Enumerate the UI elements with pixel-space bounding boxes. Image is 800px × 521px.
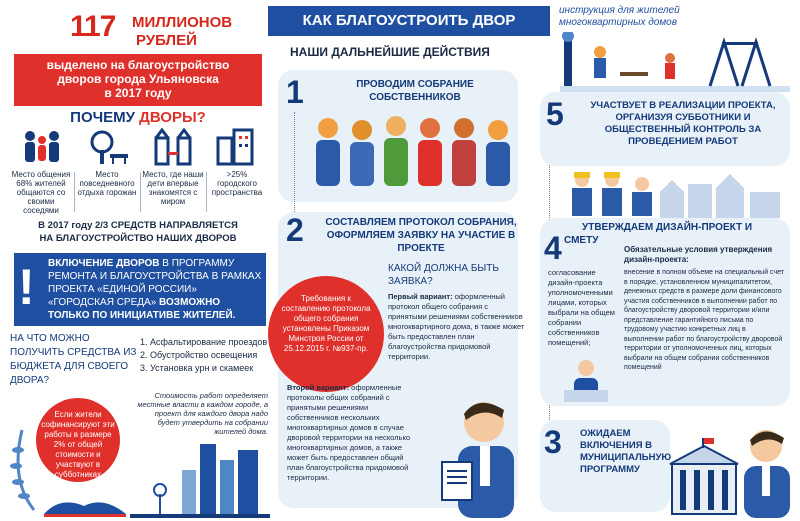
page-title: КАК БЛАГОУСТРОИТЬ ДВОР xyxy=(268,6,550,36)
fact-item: Место общения 68% жителей общаются со своими соседями xyxy=(11,170,71,215)
divider xyxy=(74,172,75,212)
actions-heading: НАШИ ДАЛЬНЕЙШИЕ ДЕЙСТВИЯ xyxy=(290,45,490,59)
share-line: НА БЛАГОУСТРОЙСТВО НАШИХ ДВОРОВ xyxy=(39,233,237,244)
step-4-conditions: Обязательные условия утверждения дизайн-проекта: xyxy=(624,245,773,264)
laurel-icon xyxy=(4,420,44,518)
step-1-title: ПРОВОДИМ СОБРАНИЕ СОБСТВЕННИКОВ xyxy=(356,79,474,103)
why-accent: ДВОРЫ? xyxy=(139,109,206,126)
share-line: В 2017 году 2/3 СРЕДСТВ НАПРАВЛЯЕТСЯ xyxy=(38,220,238,231)
buildings-icon xyxy=(214,128,258,170)
variant-2-text: оформленные протоколы общих собраний с принятыми решениями собственников нескольких многоквартирных домов в случае дворовой территории на несколько многоквартирных домов, а также может быть предоставлен общий план благоустройства придомовой территории. xyxy=(287,383,410,482)
program-banner xyxy=(14,253,266,326)
step-4-condition-b: внесение в полном объеме на специальный счет в порядке, установленном муниципалитетом, денежных средств в размере доли финансового участия собственников в выполнении работ по благоустройству дворовой территории и/или представление гарантийного письма по трудовому участию конкретных лиц в выполнении работ по благоустройству дворовой территории от уполномоченных лиц, которых выбрали на общем собрании собственников помещений xyxy=(624,269,784,371)
program-bold: ВОЗМОЖНО ТОЛЬКО ПО ИНИЦИАТИВЕ ЖИТЕЛЕЙ. xyxy=(48,297,236,321)
amount-unit-2: РУБЛЕЙ xyxy=(136,32,197,49)
allocated-line: выделено на благоустройство xyxy=(46,58,230,72)
connector xyxy=(294,112,295,212)
requirements-circle: Требования к составлению протокола общего собрания установлены Приказом Минстроя России от 25.12.2015 г. №937-пр. xyxy=(268,276,384,392)
man-with-paper-icon xyxy=(428,390,528,518)
works-item: 1. Асфальтирование проездов xyxy=(140,337,268,347)
allocated-line: дворов города Ульяновска xyxy=(57,72,219,86)
why-facts xyxy=(6,170,268,218)
why-yards-heading xyxy=(14,109,262,126)
step-3-title: ОЖИДАЕМ ВКЛЮЧЕНИЯ В МУНИЦИПАЛЬНУЮ ПРОГРАММУ xyxy=(580,428,672,475)
amount-number: 117 xyxy=(70,10,116,43)
yard-playground-icon xyxy=(560,32,790,94)
fact-item: >25% городского пространства xyxy=(211,170,263,197)
why-prefix: ПОЧЕМУ xyxy=(70,109,140,126)
budget-share xyxy=(14,219,262,245)
application-question: КАКОЙ ДОЛЖНА БЫТЬ ЗАЯВКА? xyxy=(388,263,499,287)
amount-unit-1: МИЛЛИОНОВ xyxy=(132,14,233,31)
divider xyxy=(140,172,141,212)
works-list xyxy=(140,336,270,375)
divider xyxy=(206,172,207,212)
variant-1-text: оформленный протокол общего собрания с принятыми решениями собственников многоквартирного дома, в также может быть предоставлен план благоустройства придомовой территории. xyxy=(388,292,525,361)
exclamation-icon: ! xyxy=(18,259,35,315)
step-2-title: СОСТАВЛЯЕМ ПРОТОКОЛ СОБРАНИЯ, ОФОРМЛЯЕМ ЗАЯВКУ НА УЧАСТИЕ В ПРОЕКТЕ xyxy=(325,217,517,254)
people-icon xyxy=(20,128,64,170)
step-4-condition-a: согласование дизайн-проекта уполномоченными лицами, которых выбрали на общем собрании собственников помещений; xyxy=(548,268,615,347)
funding-question: НА ЧТО МОЖНО ПОЛУЧИТЬ СРЕДСТВА ИЗ БЮДЖЕТА ДЛЯ СВОЕГО ДВОРА? xyxy=(10,333,137,386)
step-1-number: 1 xyxy=(286,74,304,110)
allocated-banner xyxy=(14,54,262,106)
playground-icon xyxy=(152,128,196,170)
cofinance-circle: Если жители софинансируют эти работы в размере 2% от общей стоимости и участвуют в субботниках xyxy=(36,398,120,482)
party-logo-icon xyxy=(40,494,130,518)
step-4-title xyxy=(564,221,784,247)
man-pointing-icon xyxy=(732,424,798,518)
step-4-number: 4 xyxy=(544,230,562,266)
cost-note: Стоимость работ определяет местные власти в каждом городе, а проект для каждого двора надо будет утвердить на собрании жителей дома. xyxy=(137,391,268,436)
step-5-number: 5 xyxy=(546,96,564,132)
step-5-title: УЧАСТВУЕТ В РЕАЛИЗАЦИИ ПРОЕКТА, ОРГАНИЗУЯ СУББОТНИКИ И ОБЩЕСТВЕННЫЙ КОНТРОЛЬ ЗА ПРОВЕДЕНИЕМ РАБОТ xyxy=(590,100,776,147)
works-item: 2. Обустройство освещения xyxy=(140,350,258,360)
variant-1-label: Первый вариант: xyxy=(388,292,453,301)
step-3-number: 3 xyxy=(544,424,562,460)
program-middle: В ПРОГРАММУ РЕМОНТА И БЛАГОУСТРОЙСТВА В РАМКАХ ПРОЕКТА «ЕДИНОЙ РОССИИ» «ГОРОДСКАЯ СРЕДА» xyxy=(48,258,262,308)
allocated-line: в 2017 году xyxy=(104,86,172,100)
meeting-people-icon xyxy=(310,108,520,192)
laptop-man-icon xyxy=(556,356,616,406)
step-4-title-text: УТВЕРЖДАЕМ ДИЗАЙН-ПРОЕКТ И СМЕТУ xyxy=(564,222,753,246)
works-item: 3. Установка урн и скамеек xyxy=(140,363,254,373)
workers-town-icon xyxy=(560,162,790,218)
city-illustration-icon xyxy=(130,430,270,518)
fact-item: Место повседневного отдыха горожан xyxy=(77,170,137,197)
budget-amount xyxy=(14,6,262,54)
variant-2-label: Второй вариант: xyxy=(287,383,350,392)
tree-bench-icon xyxy=(88,128,132,170)
fact-item: Место, где наши дети впервые знакомятся с миром xyxy=(142,170,204,206)
variant-2 xyxy=(287,383,417,483)
step-2-number: 2 xyxy=(286,212,304,248)
program-bold: ВКЛЮЧЕНИЕ ДВОРОВ xyxy=(48,258,160,269)
variant-1 xyxy=(388,292,526,362)
page-subtitle: инструкция для жителей многоквартирных домов xyxy=(559,5,680,28)
program-text xyxy=(48,257,262,322)
